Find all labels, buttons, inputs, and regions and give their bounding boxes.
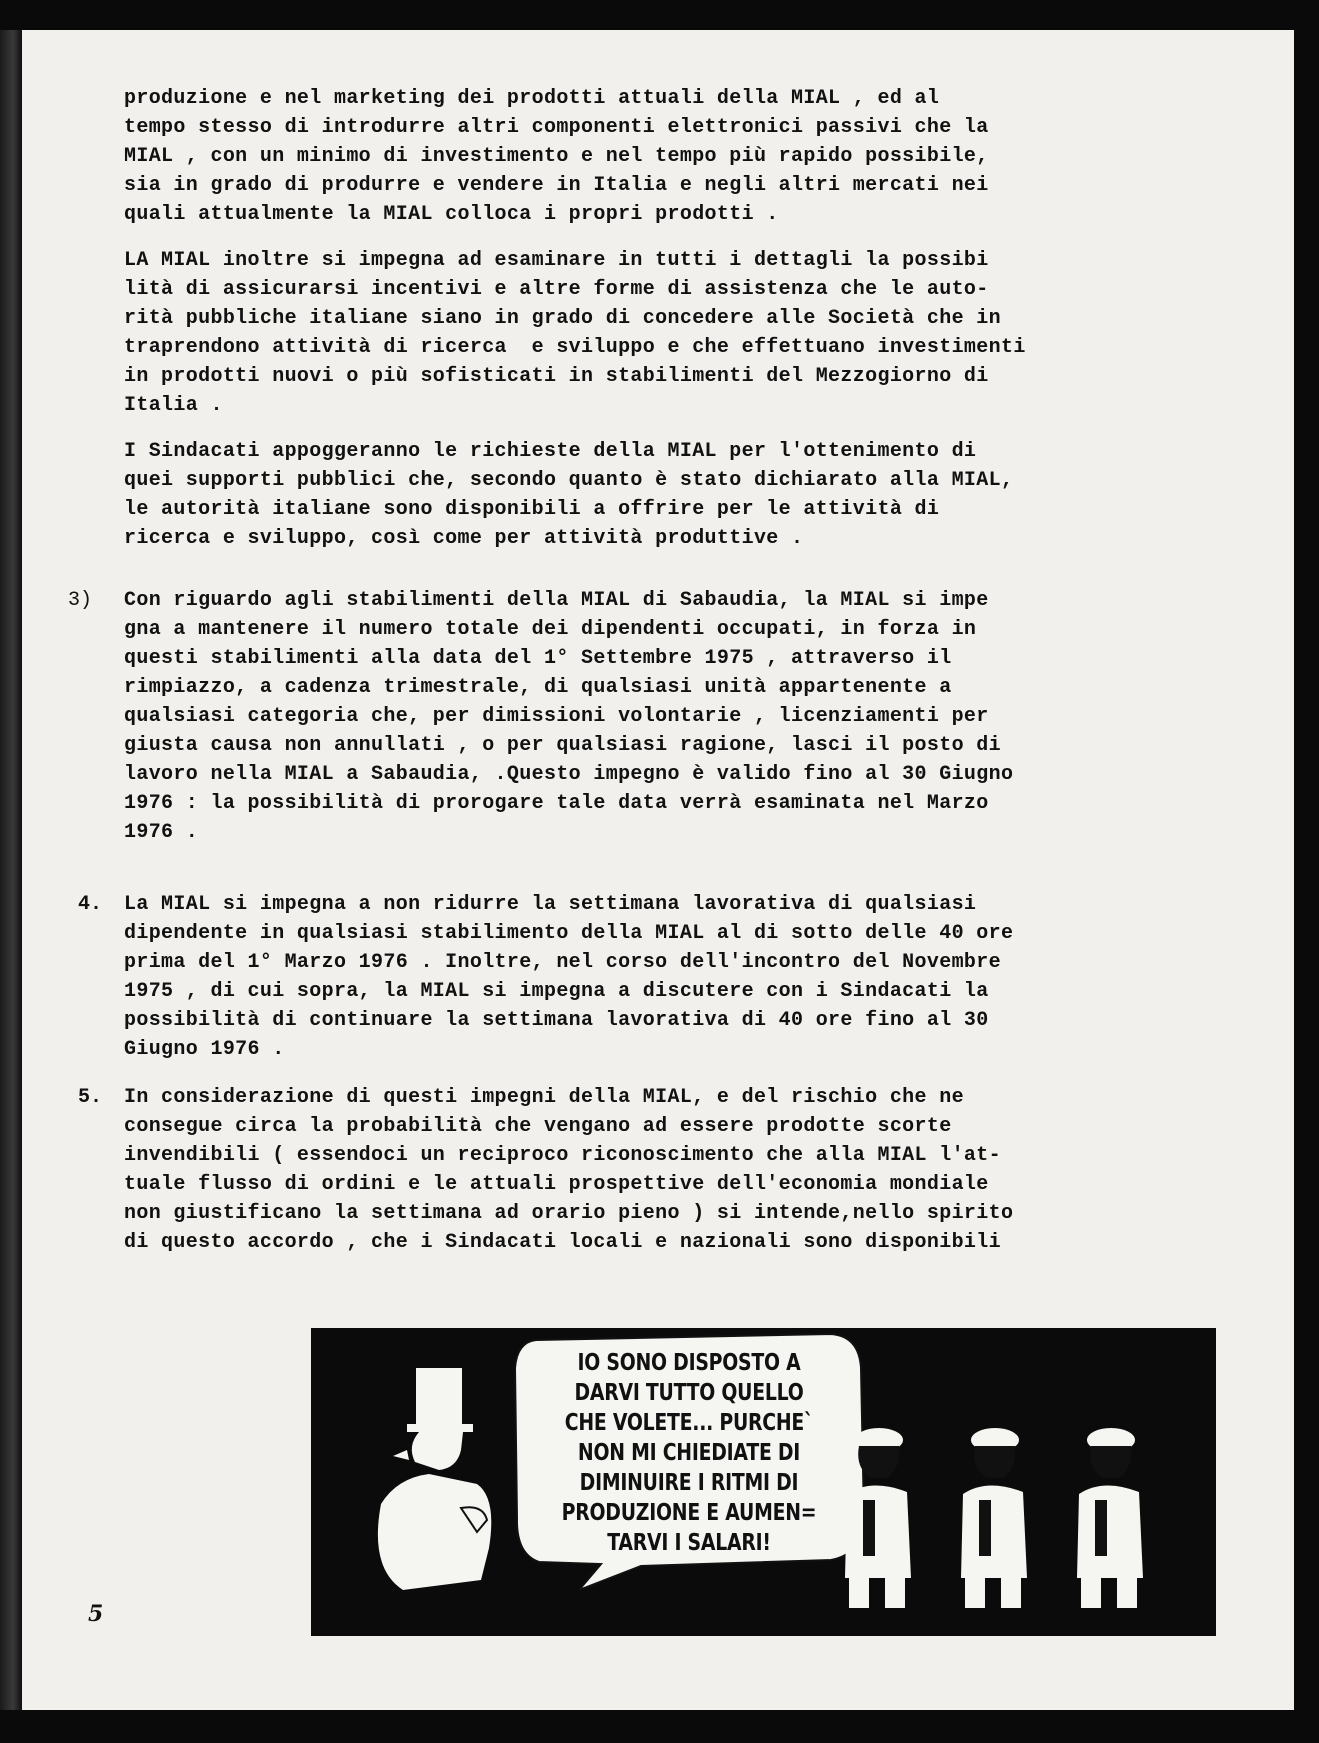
text-line: MIAL , con un minimo di investimento e nel tempo più rapido possibile, — [124, 145, 989, 168]
text-line: questi stabilimenti alla data del 1° Settembre 1975 , attraverso il — [124, 647, 952, 670]
text-line: 1976 : la possibilità di prorogare tale data verrà esaminata nel Marzo — [124, 792, 989, 815]
text-line: consegue circa la probabilità che vengano ad essere prodotte scorte — [124, 1115, 952, 1138]
text-line: 1975 , di cui sopra, la MIAL si impegna a discutere con i Sindacati la — [124, 980, 989, 1003]
text-line: prima del 1° Marzo 1976 . Inoltre, nel corso dell'incontro del Novembre — [124, 951, 1001, 974]
text-line: dipendente in qualsiasi stabilimento della MIAL al di sotto delle 40 ore — [124, 922, 1014, 945]
text-line: rità pubbliche italiane siano in grado di concedere alle Società che in — [124, 307, 1001, 330]
book-binding-edge — [0, 30, 22, 1710]
text-line: In considerazione di questi impegni della MIAL, e del rischio che ne — [124, 1086, 964, 1109]
text-line: ricerca e sviluppo, così come per attività produttive . — [124, 527, 804, 550]
text-line: giusta causa non annullati , o per qualsiasi ragione, lasci il posto di — [124, 734, 1001, 757]
text-line: quali attualmente la MIAL colloca i propri prodotti . — [124, 203, 779, 226]
text-line: di questo accordo , che i Sindacati locali e nazionali sono disponibili — [124, 1231, 1001, 1254]
text-line: Giugno 1976 . — [124, 1038, 285, 1061]
text-line: tuale flusso di ordini e le attuali prospettive dell'economia mondiale — [124, 1173, 989, 1196]
text-line: Italia . — [124, 394, 223, 417]
item-marker: 5. — [78, 1086, 103, 1109]
item-marker: 3) — [68, 589, 93, 612]
document-page — [22, 30, 1294, 1710]
text-line: qualsiasi categoria che, per dimissioni volontarie , licenziamenti per — [124, 705, 989, 728]
text-line: 1976 . — [124, 821, 199, 844]
text-line: possibilità di continuare la settimana lavorativa di 40 ore fino al 30 — [124, 1009, 989, 1032]
text-line: Con riguardo agli stabilimenti della MIAL di Sabaudia, la MIAL si impe — [124, 589, 989, 612]
text-line: invendibili ( essendoci un reciproco riconoscimento che alla MIAL l'at- — [124, 1144, 1001, 1167]
worker-figure-3 — [1077, 1428, 1143, 1608]
text-line: LA MIAL inoltre si impegna ad esaminare in tutti i dettagli la possibi — [124, 249, 989, 272]
text-line: traprendono attività di ricerca e sviluppo e che effettuano investimenti — [124, 336, 1026, 359]
text-line: produzione e nel marketing dei prodotti attuali della MIAL , ed al — [124, 87, 940, 110]
text-line: rimpiazzo, a cadenza trimestrale, di qualsiasi unità appartenente a — [124, 676, 952, 699]
text-line: La MIAL si impegna a non ridurre la settimana lavorativa di qualsiasi — [124, 893, 977, 916]
text-line: gna a mantenere il numero totale dei dipendenti occupati, in forza in — [124, 618, 977, 641]
worker-figure-2 — [961, 1428, 1027, 1608]
text-line: non giustificano la settimana ad orario pieno ) si intende,nello spirito — [124, 1202, 1014, 1225]
text-line: lità di assicurarsi incentivi e altre forme di assistenza che le auto- — [124, 278, 989, 301]
speech-bubble-text: IO SONO DISPOSTO A DARVI TUTTO QUELLO CHE VOLETE... PURCHE` NON MI CHIEDIATE DI DIMINUIRE I RITMI DI PRODUZIONE E AUMEN= TARVI I SALARI! — [561, 1350, 817, 1556]
text-line: I Sindacati appoggeranno le richieste della MIAL per l'ottenimento di — [124, 440, 977, 463]
item-marker: 4. — [78, 893, 103, 916]
text-line: quei supporti pubblici che, secondo quanto è stato dichiarato alla MIAL, — [124, 469, 1014, 492]
text-line: in prodotti nuovi o più sofisticati in stabilimenti del Mezzogiorno di — [124, 365, 989, 388]
text-line: le autorità italiane sono disponibili a offrire per le attività di — [124, 498, 940, 521]
text-line: lavoro nella MIAL a Sabaudia, .Questo impegno è valido fino al 30 Giugno — [124, 763, 1014, 786]
text-line: tempo stesso di introdurre altri componenti elettronici passivi che la — [124, 116, 989, 139]
political-cartoon — [311, 1328, 1216, 1636]
text-line: sia in grado di produrre e vendere in Italia e negli altri mercati nei — [124, 174, 989, 197]
page-number: 5 — [88, 1601, 104, 1627]
